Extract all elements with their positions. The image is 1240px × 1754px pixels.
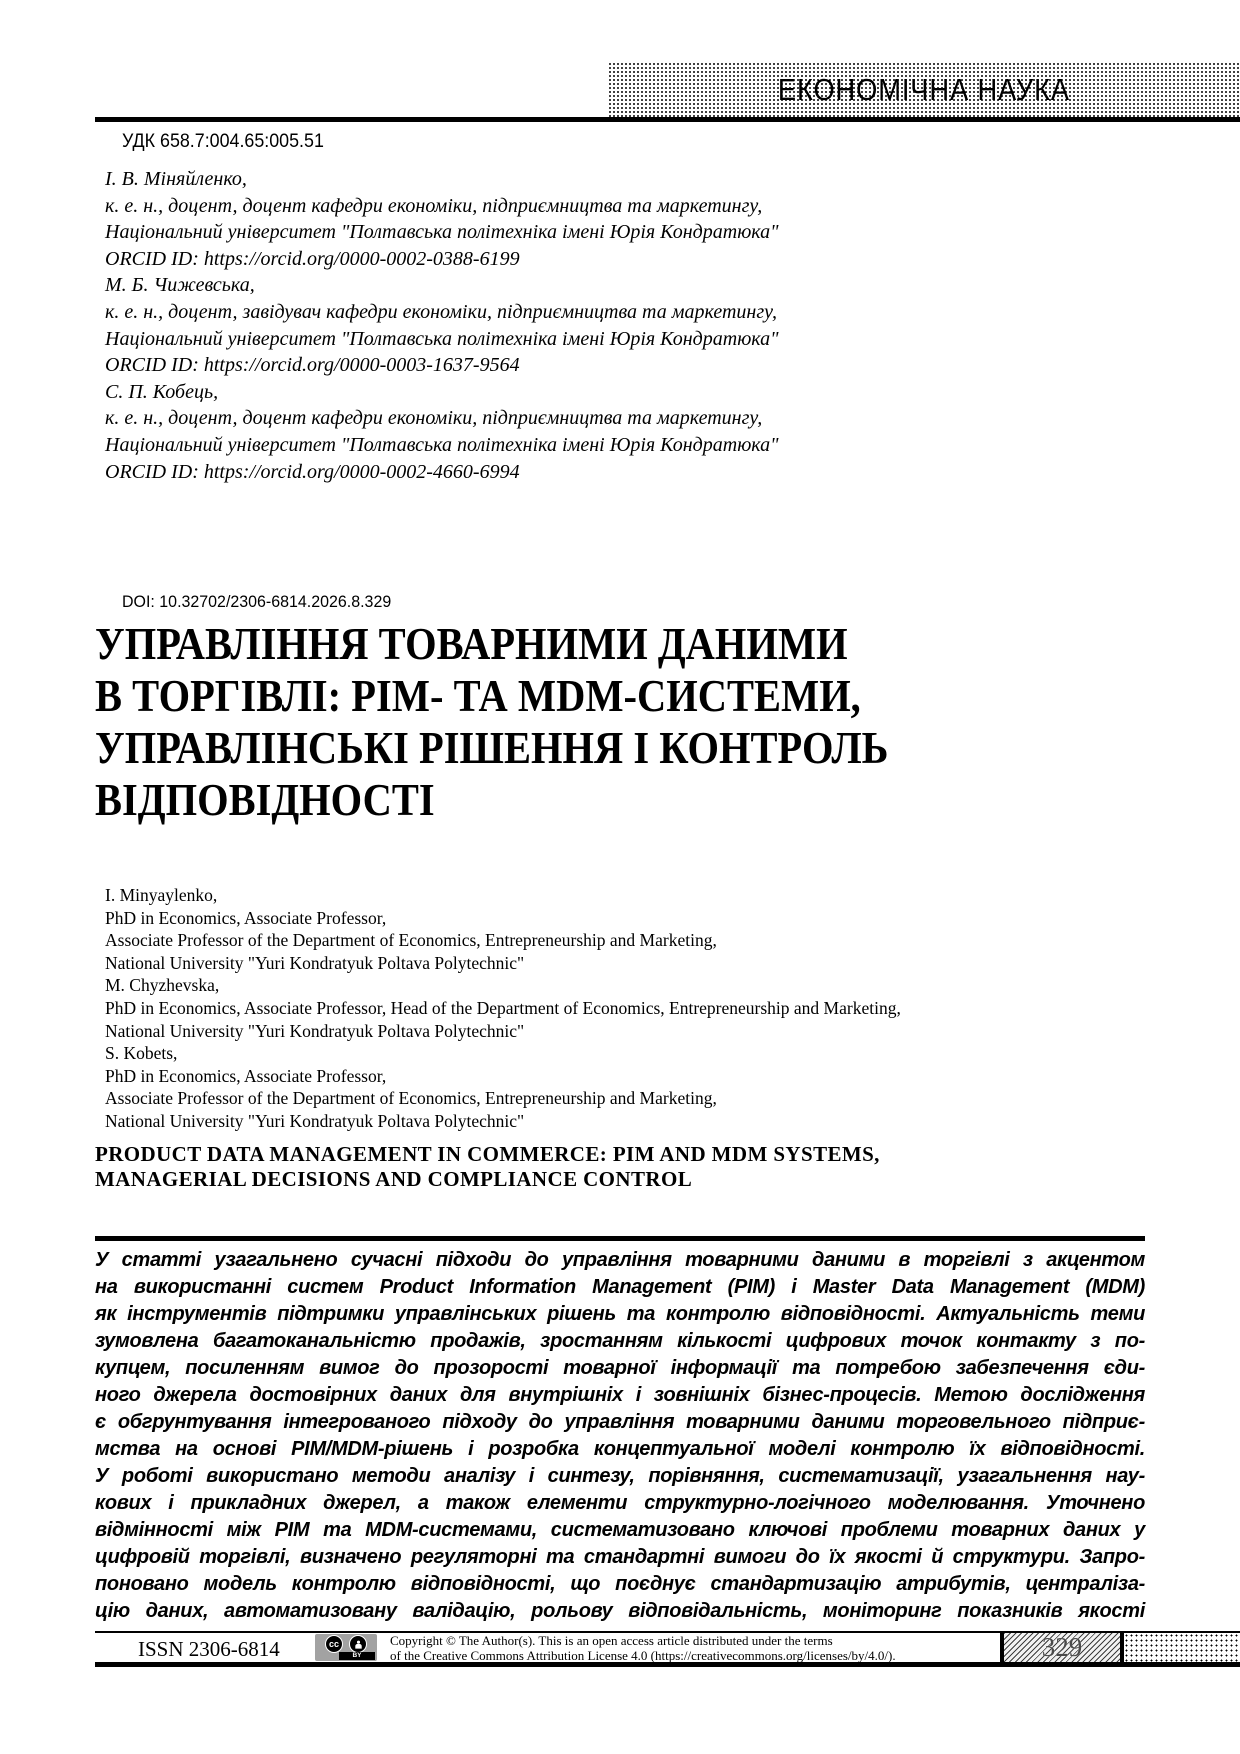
author-en-line: Associate Professor of the Department of Economics, Entrepreneurship and Marketing, — [105, 1088, 717, 1109]
author-affiliation: Національний університет "Полтавська політехніка імені Юрія Кондратюка" — [105, 433, 779, 456]
author-en-line: PhD in Economics, Associate Professor, Head of the Department of Economics, Entrepreneurship and Marketing, — [105, 997, 901, 1018]
author-affiliation: Національний університет "Полтавська політехніка імені Юрія Кондратюка" — [105, 221, 779, 244]
author-role: к. е. н., доцент, доцент кафедри економіки, підприємництва та маркетингу, — [105, 194, 763, 217]
abstract-line: цифровій торгівлі, визначено регуляторні та стандартні вимоги до їх якості й структури. Запро- — [95, 1546, 1145, 1568]
author-name: М. Б. Чижевська, — [105, 274, 255, 297]
author-name: С. П. Кобець, — [105, 380, 219, 403]
author-ua — [105, 166, 1005, 272]
abstract-line: на використанні систем Product Information Management (PIM) і Master Data Management (MDM) — [95, 1276, 1145, 1298]
author-role: к. е. н., доцент, завідувач кафедри економіки, підприємництва та маркетингу, — [105, 300, 778, 323]
abstract-line: відмінності між PIM та MDM-системами, систематизовано ключові проблеми товарних даних у — [95, 1519, 1145, 1541]
author-orcid: ORCID ID: https://orcid.org/0000-0002-4660-6994 — [105, 460, 520, 483]
author-orcid: ORCID ID: https://orcid.org/0000-0002-0388-6199 — [105, 247, 520, 270]
udc-code: УДК 658.7:004.65:005.51 — [122, 131, 324, 152]
doi-line: DOI: 10.32702/2306-6814.2026.8.329 — [122, 592, 392, 611]
title-line: УПРАВЛІНСЬКІ РІШЕННЯ І КОНТРОЛЬ — [95, 722, 889, 773]
author-en-line: National University "Yuri Kondratyuk Poltava Polytechnic" — [105, 1110, 525, 1131]
article-title-en — [95, 1142, 1155, 1191]
page-number: 329 — [1041, 1632, 1083, 1662]
title-en-line: PRODUCT DATA MANAGEMENT IN COMMERCE: PIM AND MDM SYSTEMS, — [95, 1142, 880, 1166]
abstract-text — [95, 1247, 1145, 1625]
title-line: В ТОРГІВЛІ: PIM- ТА MDM-СИСТЕМИ, — [95, 670, 861, 721]
footer-dotted-box — [1124, 1633, 1240, 1662]
author-affiliation: Національний університет "Полтавська політехніка імені Юрія Кондратюка" — [105, 327, 779, 350]
author-ua — [105, 379, 1005, 485]
title-line: УПРАВЛІННЯ ТОВАРНИМИ ДАНИМИ — [95, 618, 848, 669]
person-icon — [349, 1635, 367, 1653]
by-label-strip: BY — [339, 1652, 375, 1660]
author-en-line: Associate Professor of the Department of Economics, Entrepreneurship and Marketing, — [105, 930, 717, 951]
abstract-line: як інструментів підтримки управлінських рішень та контролю відповідності. Актуальність теми — [95, 1303, 1145, 1325]
authors-en-block — [105, 884, 1165, 1133]
footer-bottom-rule — [95, 1662, 1240, 1667]
header-rule — [95, 117, 1240, 122]
abstract-line: кових і прикладних джерел, а також елементи структурно-логічного моделювання. Уточнено — [95, 1492, 1145, 1514]
copyright-line-2: of the Creative Commons Attribution License 4.0 (https://creativecommons.org/licenses/by/4.0/). — [390, 1647, 896, 1663]
author-en-line: PhD in Economics, Associate Professor, — [105, 1065, 387, 1086]
author-en-line: S. Kobets, — [105, 1043, 178, 1064]
abstract-line: У роботі використано методи аналізу і синтезу, порівняння, систематизації, узагальнення нау- — [95, 1465, 1145, 1487]
abstract-rule — [95, 1236, 1145, 1241]
section-header-band — [608, 62, 1240, 117]
section-title: ЕКОНОМІЧНА НАУКА — [777, 71, 1071, 107]
abstract-line: купцем, посиленням вимог до прозорості товарної інформації та потребою забезпечення єди- — [95, 1357, 1145, 1379]
authors-ua-block — [105, 166, 1005, 485]
cc-icon: cc — [325, 1635, 343, 1653]
author-role: к. е. н., доцент, доцент кафедри економіки, підприємництва та маркетингу, — [105, 407, 763, 430]
author-en-line: I. Minyaylenko, — [105, 885, 218, 905]
abstract-line: зумовлена багатоканальністю продажів, зростанням кількості цифрових точок контакту з по- — [95, 1330, 1145, 1352]
abstract-line: ного джерела достовірних даних для внутрішніх і зовнішніх бізнес-процесів. Метою дослідження — [95, 1384, 1145, 1406]
abstract-line: У статті узагальнено сучасні підходи до управління товарними даними в торгівлі з акцентом — [95, 1249, 1145, 1271]
title-line: ВІДПОВІДНОСТІ — [95, 774, 435, 825]
copyright-line-1: Copyright © The Author(s). This is an open access article distributed under the terms — [390, 1633, 833, 1648]
cc-by-badge — [315, 1634, 377, 1661]
author-en-line: M. Chyzhevska, — [105, 975, 220, 996]
abstract-line: є обгрунтування інтегрованого підходу до управління товарними даними торговельного підприє- — [95, 1411, 1145, 1433]
cc-badge-circles — [315, 1635, 377, 1653]
abstract-line: поновано модель контролю відповідності, що поєднує стандартизацію атрибутів, централіза- — [95, 1573, 1145, 1595]
author-en-line: National University "Yuri Kondratyuk Poltava Polytechnic" — [105, 1020, 525, 1041]
author-orcid: ORCID ID: https://orcid.org/0000-0003-1637-9564 — [105, 354, 520, 377]
abstract-line: мства на основі PIM/MDM-рішень і розробка концептуальної моделі контролю їх відповідності. — [95, 1438, 1145, 1460]
abstract-line: цію даних, автоматизовану валідацію, рольову відповідальність, моніторинг показників якості — [95, 1600, 1145, 1622]
title-en-line: MANAGERIAL DECISIONS AND COMPLIANCE CONTROL — [95, 1166, 693, 1191]
author-name: І. В. Міняйленко, — [105, 168, 247, 190]
author-en-line: National University "Yuri Kondratyuk Poltava Polytechnic" — [105, 952, 525, 973]
author-en-line: PhD in Economics, Associate Professor, — [105, 907, 387, 928]
copyright-notice — [390, 1634, 1000, 1663]
author-ua — [105, 272, 1005, 378]
issn-label: ISSN 2306-6814 — [138, 1637, 280, 1661]
article-title-ua — [95, 618, 1195, 826]
page-number-box — [1004, 1633, 1120, 1662]
